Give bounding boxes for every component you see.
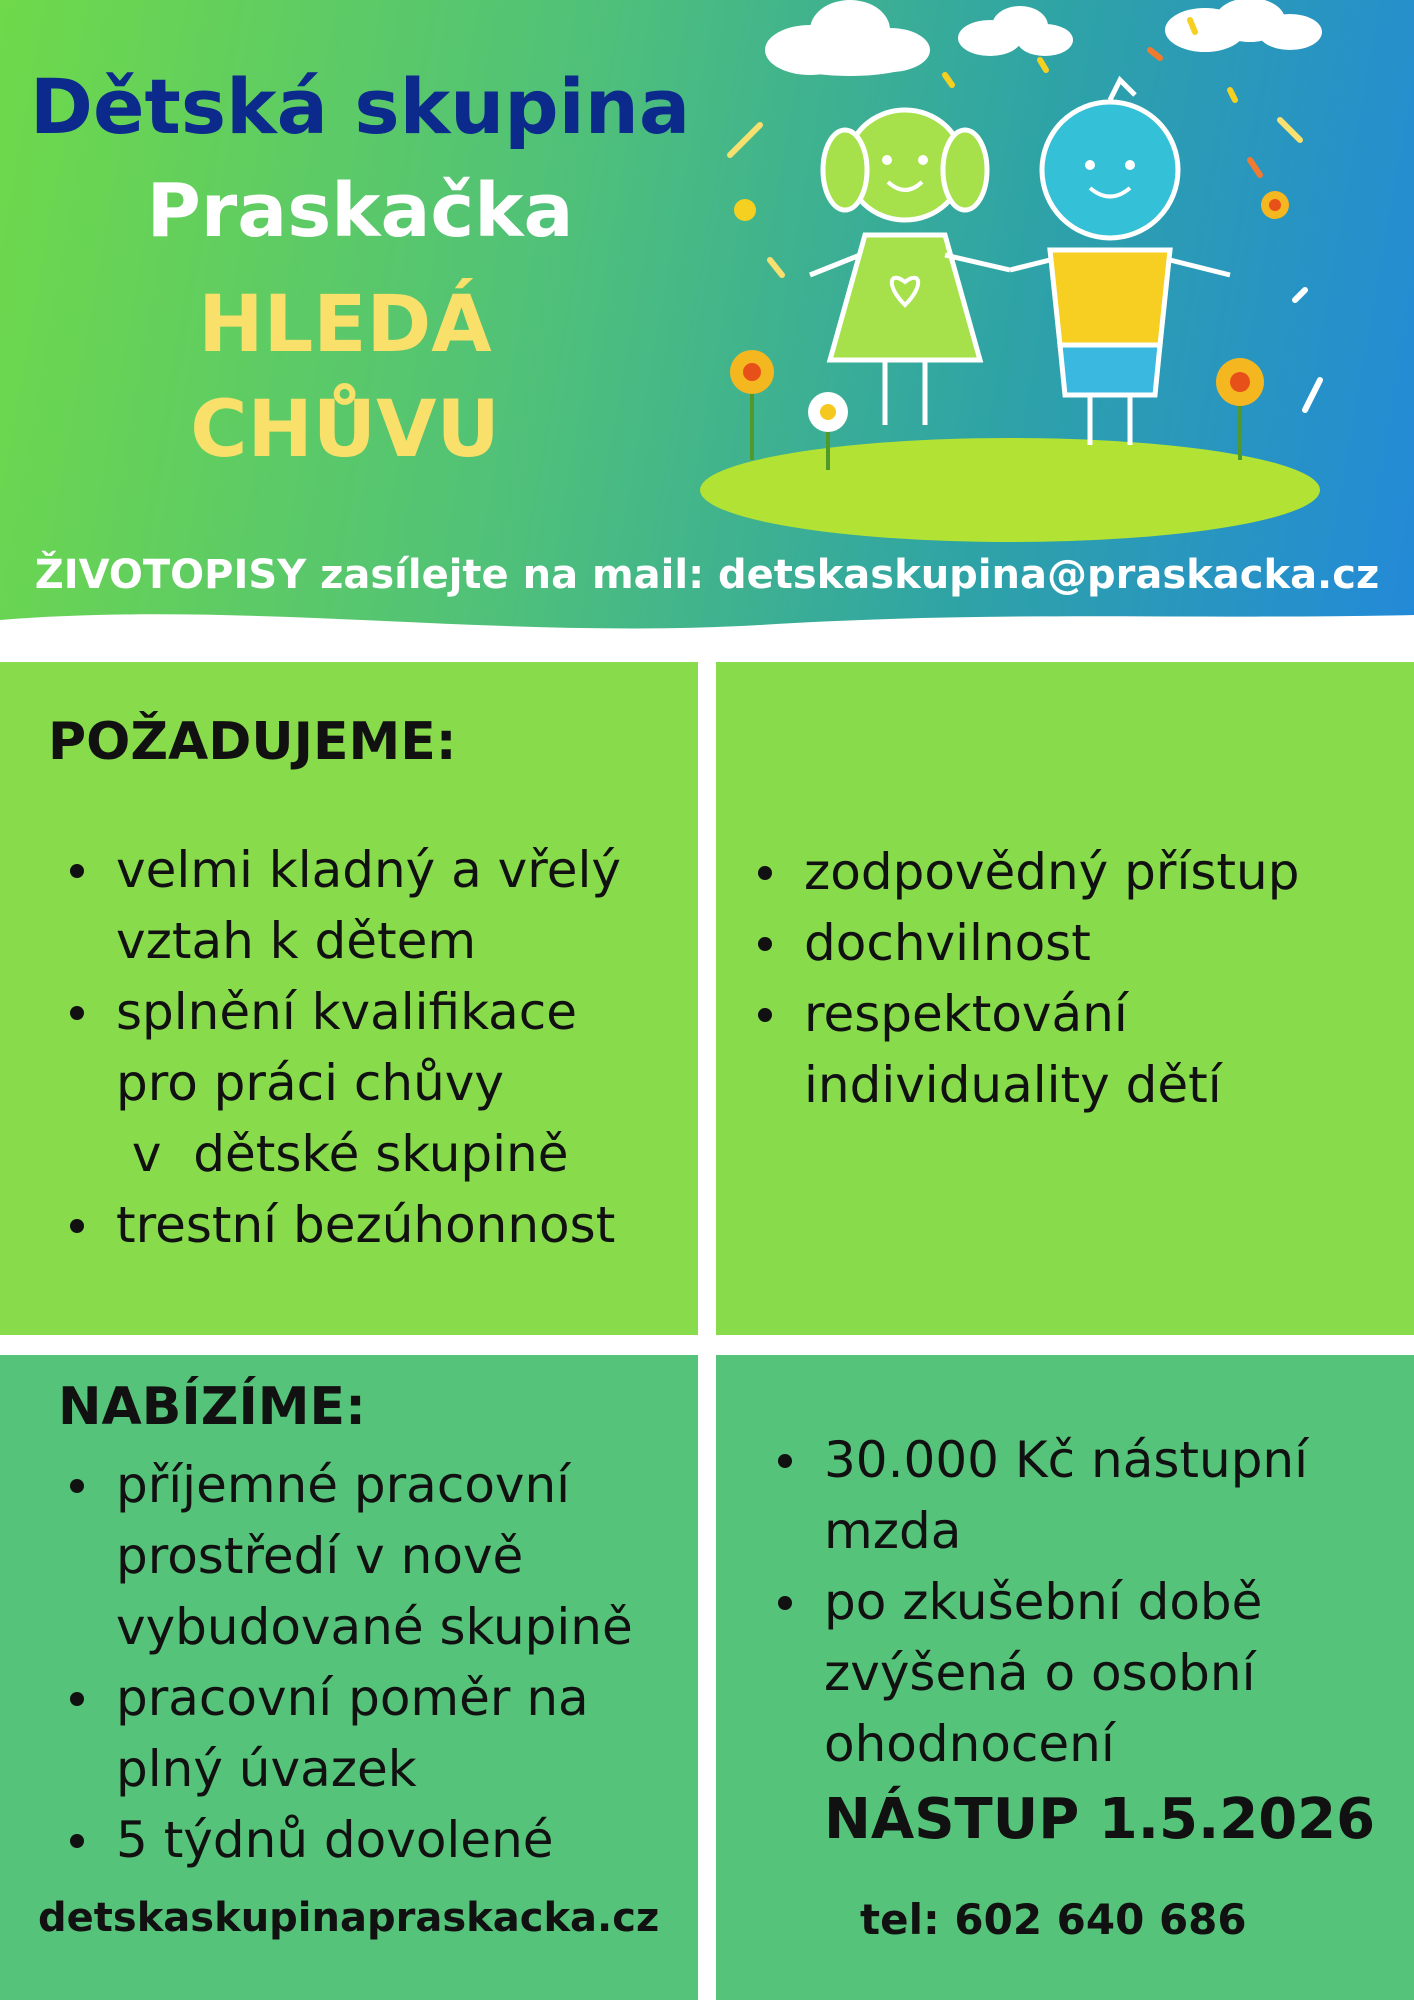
requirements-heading: POŽADUJEME:	[48, 712, 457, 772]
list-item: respektování individuality dětí	[746, 979, 1299, 1121]
list-item: velmi kladný a vřelý vztah k dětem	[58, 835, 621, 977]
title-line-3: HLEDÁ	[198, 280, 492, 370]
boy-figure	[1010, 80, 1230, 445]
list-item: příjemné pracovní prostředí v nově vybudované skupině	[58, 1450, 633, 1663]
offer-list-left	[58, 1450, 633, 1876]
title-line-4: CHŮVU	[190, 385, 500, 475]
requirements-panel-left	[0, 662, 698, 1335]
offer-panel-right	[716, 1355, 1414, 2000]
list-item: 5 týdnů dovolené	[58, 1805, 633, 1876]
cloud-icon	[958, 6, 1073, 56]
header-banner	[0, 0, 1414, 640]
cv-email-line: ŽIVOTOPISY zasílejte na mail: detskaskupina@praskacka.cz	[34, 552, 1380, 598]
grass-hill	[700, 438, 1320, 542]
start-date: NÁSTUP 1.5.2026	[824, 1787, 1376, 1852]
requirements-list-left	[58, 835, 621, 1261]
list-item: 30.000 Kč nástupní mzda	[766, 1425, 1308, 1567]
list-item: dochvilnost	[746, 908, 1299, 979]
title-line-1: Dětská skupina	[29, 62, 691, 151]
title-line-2: Praskačka	[146, 168, 574, 254]
list-item: po zkušební době zvýšená o osobní ohodnocení	[766, 1567, 1308, 1780]
children-illustration	[690, 0, 1350, 560]
flower-icon	[1216, 358, 1264, 460]
confetti	[730, 20, 1320, 410]
requirements-list-right	[746, 837, 1299, 1121]
flower-icon	[1261, 191, 1289, 219]
girl-figure	[810, 110, 1010, 425]
flower-icon	[734, 199, 756, 221]
wave-divider	[0, 590, 1414, 660]
flower-icon	[730, 350, 774, 460]
offer-heading: NABÍZÍME:	[58, 1377, 366, 1437]
list-item: pracovní poměr na plný úvazek	[58, 1663, 633, 1805]
cloud-icon	[1165, 0, 1322, 52]
requirements-panel-right	[716, 662, 1414, 1335]
phone-number: tel: 602 640 686	[860, 1895, 1247, 1944]
list-item: splnění kvalifikace pro práci chůvy v dětské skupině	[58, 977, 621, 1190]
website-text: detskaskupinapraskacka.cz	[38, 1895, 660, 1941]
list-item: zodpovědný přístup	[746, 837, 1299, 908]
list-item: trestní bezúhonnost	[58, 1190, 621, 1261]
offer-list-right	[766, 1425, 1308, 1780]
offer-panel-left	[0, 1355, 698, 2000]
cloud-icon	[765, 0, 930, 76]
